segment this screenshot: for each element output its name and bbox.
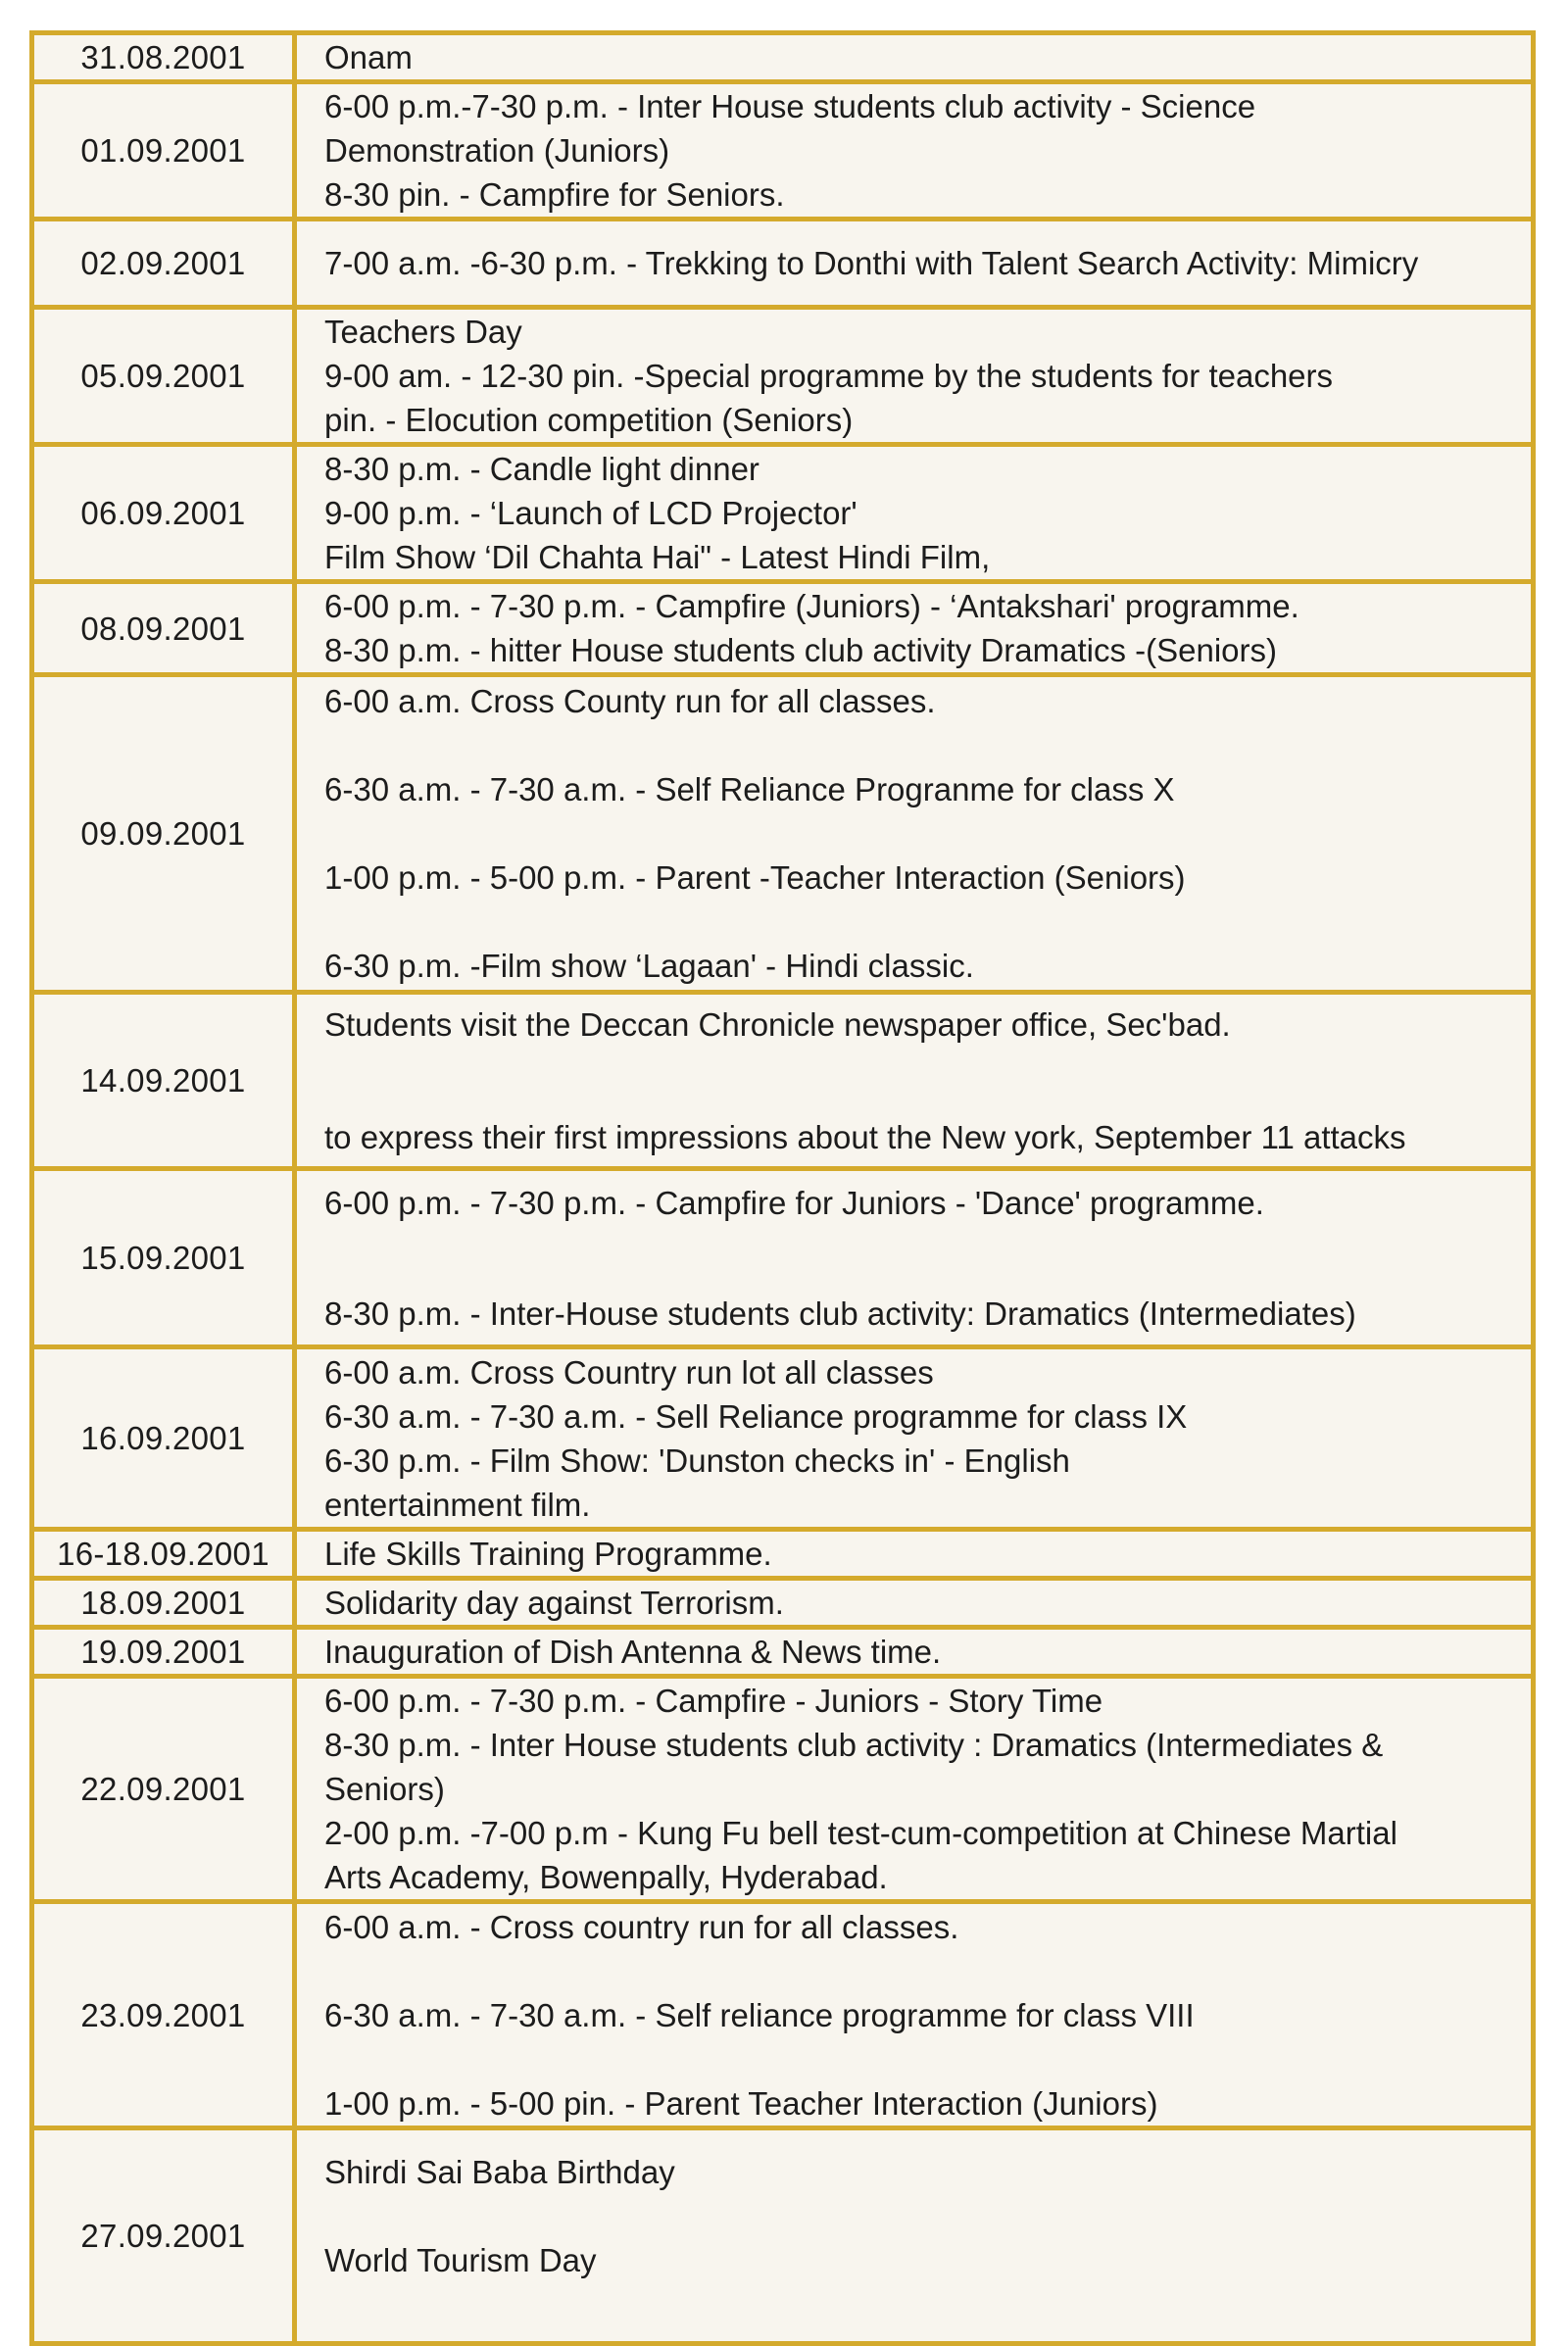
date-cell: 09.09.2001 bbox=[32, 675, 295, 993]
activity-cell bbox=[295, 582, 1534, 675]
table-row bbox=[32, 1347, 1534, 1530]
table-row bbox=[32, 1530, 1534, 1579]
activity-cell bbox=[295, 1530, 1534, 1579]
table-row bbox=[32, 582, 1534, 675]
date-cell: 06.09.2001 bbox=[32, 445, 295, 582]
blank-line bbox=[324, 723, 1523, 767]
activity-line: 6-30 a.m. - 7-30 a.m. - Self reliance programme for class VIII bbox=[324, 1996, 1195, 2033]
activity-line: 8-30 p.m. - Inter-House students club activity: Dramatics (Intermediates) bbox=[324, 1295, 1356, 1332]
activity-line: 6-00 p.m. - 7-30 p.m. - Campfire for Juniors - 'Dance' programme. bbox=[324, 1184, 1264, 1221]
activity-line: 6-00 a.m. - Cross country run for all classes. bbox=[324, 1908, 959, 1945]
date-cell: 05.09.2001 bbox=[32, 308, 295, 445]
table-row bbox=[32, 33, 1534, 82]
activity-line: pin. - Elocution competition (Seniors) bbox=[324, 402, 854, 438]
table-row bbox=[32, 82, 1534, 220]
table-row bbox=[32, 993, 1534, 1169]
activity-cell bbox=[295, 993, 1534, 1169]
activity-line: 6-00 p.m. - 7-30 p.m. - Campfire - Juniors - Story Time bbox=[324, 1683, 1103, 1719]
blank-line bbox=[324, 2194, 1523, 2238]
date-cell: 19.09.2001 bbox=[32, 1628, 295, 1677]
table-row bbox=[32, 675, 1534, 993]
blank-line bbox=[324, 2037, 1523, 2081]
date-cell: 02.09.2001 bbox=[32, 220, 295, 308]
table-row bbox=[32, 1677, 1534, 1902]
blank-line bbox=[324, 900, 1523, 944]
activity-line: to express their first impressions about the New york, September 11 attacks bbox=[324, 1118, 1406, 1155]
activity-line: Demonstration (Juniors) bbox=[324, 132, 670, 169]
activity-line: Solidarity day against Terrorism. bbox=[324, 1585, 784, 1621]
date-cell: 22.09.2001 bbox=[32, 1677, 295, 1902]
date-cell: 15.09.2001 bbox=[32, 1169, 295, 1347]
activity-cell bbox=[295, 1902, 1534, 2128]
table-row bbox=[32, 220, 1534, 308]
blank-line bbox=[324, 2282, 1523, 2322]
activity-cell bbox=[295, 1347, 1534, 1530]
schedule-table bbox=[29, 30, 1536, 2346]
activity-cell bbox=[295, 675, 1534, 993]
activity-line: World Tourism Day bbox=[324, 2242, 597, 2278]
activity-line: 6-30 a.m. - 7-30 a.m. - Sell Reliance programme for class IX bbox=[324, 1397, 1188, 1435]
activity-cell bbox=[295, 2128, 1534, 2344]
activity-line: Film Show ‘Dil Chahta Hai" - Latest Hindi Film, bbox=[324, 539, 991, 575]
activity-line: 6-00 p.m.-7-30 p.m. - Inter House students club activity - Science bbox=[324, 88, 1256, 124]
date-cell: 01.09.2001 bbox=[32, 82, 295, 220]
table-row bbox=[32, 1902, 1534, 2128]
activity-line: Inauguration of Dish Antenna & News time. bbox=[324, 1634, 942, 1670]
activity-line: 6-30 p.m. - Film Show: 'Dunston checks in' - English bbox=[324, 1442, 1070, 1479]
date-cell: 31.08.2001 bbox=[32, 33, 295, 82]
activity-line: entertainment film. bbox=[324, 1486, 591, 1523]
activity-line: 6-30 p.m. -Film show ‘Lagaan' - Hindi classic. bbox=[324, 948, 974, 984]
activity-line: Shirdi Sai Baba Birthday bbox=[324, 2154, 675, 2190]
activity-line: 7-00 a.m. -6-30 p.m. - Trekking to Donthi with Talent Search Activity: Mimicry bbox=[324, 245, 1419, 281]
blank-line bbox=[324, 1225, 1523, 1292]
blank-line bbox=[324, 1949, 1523, 1993]
activity-cell bbox=[295, 445, 1534, 582]
activity-cell bbox=[295, 1169, 1534, 1347]
activity-line: 6-00 p.m. - 7-30 p.m. - Campfire (Juniors) - ‘Antakshari' programme. bbox=[324, 588, 1299, 624]
table-row bbox=[32, 308, 1534, 445]
activity-line: Arts Academy, Bowenpally, Hyderabad. bbox=[324, 1859, 888, 1895]
activity-line: 6-00 a.m. Cross County run for all classes. bbox=[324, 683, 936, 719]
date-cell: 23.09.2001 bbox=[32, 1902, 295, 2128]
activity-cell bbox=[295, 220, 1534, 308]
activity-cell bbox=[295, 1579, 1534, 1628]
activity-line: 6-00 a.m. Cross Country run lot all classes bbox=[324, 1353, 934, 1391]
blank-line bbox=[324, 1047, 1523, 1115]
table-row bbox=[32, 2128, 1534, 2344]
date-cell: 14.09.2001 bbox=[32, 993, 295, 1169]
activity-line: 8-30 p.m. - Inter House students club activity : Dramatics (Intermediates & bbox=[324, 1727, 1384, 1763]
table-row bbox=[32, 1579, 1534, 1628]
activity-cell bbox=[295, 1677, 1534, 1902]
activity-line: 1-00 p.m. - 5-00 pin. - Parent Teacher Interaction (Juniors) bbox=[324, 2084, 1158, 2122]
date-cell: 27.09.2001 bbox=[32, 2128, 295, 2344]
table-row bbox=[32, 1628, 1534, 1677]
activity-line: Onam bbox=[324, 39, 413, 75]
activity-line: 1-00 p.m. - 5-00 p.m. - Parent -Teacher Interaction (Seniors) bbox=[324, 859, 1186, 896]
activity-line: Students visit the Deccan Chronicle newspaper office, Sec'bad. bbox=[324, 1005, 1231, 1043]
activity-line: Seniors) bbox=[324, 1771, 445, 1807]
activity-line: 6-30 a.m. - 7-30 a.m. - Self Reliance Progranme for class X bbox=[324, 771, 1175, 807]
date-cell: 18.09.2001 bbox=[32, 1579, 295, 1628]
table-row bbox=[32, 445, 1534, 582]
activity-line: 8-30 p.m. - hitter House students club activity Dramatics -(Seniors) bbox=[324, 632, 1278, 668]
activity-cell bbox=[295, 308, 1534, 445]
date-cell: 08.09.2001 bbox=[32, 582, 295, 675]
activity-line: Teachers Day bbox=[324, 314, 522, 350]
activity-line: 2-00 p.m. -7-00 p.m - Kung Fu bell test-cum-competition at Chinese Martial bbox=[324, 1815, 1397, 1851]
activity-cell bbox=[295, 82, 1534, 220]
activity-line: 8-30 p.m. - Candle light dinner bbox=[324, 451, 760, 487]
table-row bbox=[32, 1169, 1534, 1347]
date-cell: 16.09.2001 bbox=[32, 1347, 295, 1530]
activity-line: Life Skills Training Programme. bbox=[324, 1536, 772, 1572]
activity-cell bbox=[295, 33, 1534, 82]
activity-line: 9-00 p.m. - ‘Launch of LCD Projector' bbox=[324, 495, 858, 531]
date-cell: 16-18.09.2001 bbox=[32, 1530, 295, 1579]
activity-line: 8-30 pin. - Campfire for Seniors. bbox=[324, 176, 785, 213]
activity-line: 9-00 am. - 12-30 pin. -Special programme by the students for teachers bbox=[324, 358, 1334, 394]
activity-cell bbox=[295, 1628, 1534, 1677]
blank-line bbox=[324, 811, 1523, 855]
